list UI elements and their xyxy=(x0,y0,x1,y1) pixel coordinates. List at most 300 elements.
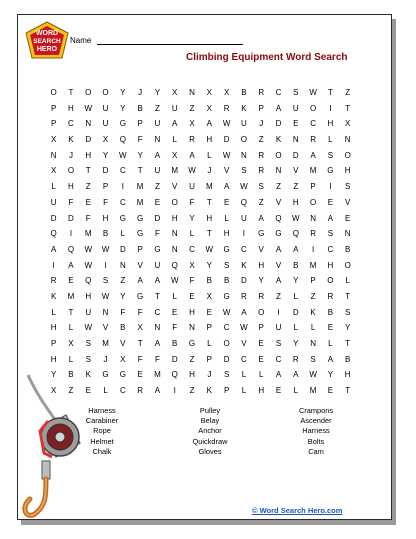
name-label: Name xyxy=(70,36,92,45)
grid-letter: N xyxy=(102,307,109,317)
grid-letter: B xyxy=(223,276,230,286)
grid-letter: X xyxy=(50,386,57,396)
grid-letter: N xyxy=(275,166,282,176)
grid-letter: L xyxy=(172,291,177,301)
grid-letter: B xyxy=(137,103,143,113)
grid-letter: O xyxy=(67,166,75,176)
grid-letter: N xyxy=(154,135,161,145)
grid-letter: L xyxy=(172,135,177,145)
grid-letter: L xyxy=(207,150,212,160)
grid-letter: P xyxy=(206,354,212,364)
word-search-hero-link[interactable]: © Word Search Hero.com xyxy=(252,506,343,515)
grid-letter: E xyxy=(345,213,351,223)
grid-letter: I xyxy=(104,260,107,270)
grid-letter: W xyxy=(84,244,93,254)
grid-letter: Y xyxy=(206,260,212,270)
grid-letter: H xyxy=(85,291,92,301)
grid-letter: L xyxy=(51,307,56,317)
grid-letter: F xyxy=(120,307,126,317)
grid-letter: U xyxy=(154,260,161,270)
grid-letter: Z xyxy=(154,103,160,113)
grid-letter: P xyxy=(310,182,316,192)
grid-letter: X xyxy=(68,339,74,348)
grid-letter: Q xyxy=(171,260,178,270)
grid-letter: A xyxy=(154,339,161,348)
grid-letter: H xyxy=(50,354,57,364)
grid-letter: N xyxy=(292,135,299,145)
word-list-item: Crampons xyxy=(298,406,334,415)
grid-letter: F xyxy=(189,197,195,207)
grid-letter: Z xyxy=(189,354,195,364)
grid-letter: A xyxy=(275,370,282,380)
grid-letter: B xyxy=(172,339,178,348)
grid-letter: B xyxy=(120,323,126,333)
grid-letter: R xyxy=(258,88,265,97)
grid-letter: G xyxy=(137,229,144,239)
grid-letter: P xyxy=(258,323,264,333)
grid-letter: O xyxy=(344,260,351,270)
worksheet-page xyxy=(17,14,392,520)
grid-letter: I xyxy=(121,182,124,192)
grid-letter: T xyxy=(85,166,91,176)
grid-letter: U xyxy=(171,103,178,113)
grid-letter: S xyxy=(327,150,334,160)
grid-letter: D xyxy=(275,119,282,129)
grid-letter: A xyxy=(275,276,282,286)
grid-letter: J xyxy=(259,119,264,129)
name-field[interactable] xyxy=(70,36,243,45)
grid-letter: A xyxy=(275,244,282,254)
grid-letter: F xyxy=(68,197,74,207)
grid-letter: G xyxy=(188,339,196,348)
grid-letter: H xyxy=(189,370,195,380)
letter-grid xyxy=(45,85,356,399)
word-list-item: Gloves xyxy=(198,446,222,456)
grid-letter: S xyxy=(258,182,264,192)
grid-letter: A xyxy=(189,150,195,160)
grid-letter: B xyxy=(345,244,351,254)
grid-letter: V xyxy=(275,197,282,207)
grid-letter: B xyxy=(206,276,212,286)
grid-letter: L xyxy=(345,276,350,286)
grid-letter: V xyxy=(293,166,299,176)
grid-letter: C xyxy=(119,197,126,207)
grid-letter: Q xyxy=(275,213,282,223)
grid-letter: Y xyxy=(120,291,126,301)
grid-letter: V xyxy=(120,339,126,348)
grid-letter: L xyxy=(68,323,74,333)
grid-letter: Q xyxy=(85,276,92,286)
grid-letter: Y xyxy=(120,88,126,97)
grid-letter: N xyxy=(241,150,247,160)
grid-letter: L xyxy=(224,213,229,223)
grid-letter: S xyxy=(310,354,316,364)
grid-letter: W xyxy=(309,88,317,97)
grid-letter: Y xyxy=(258,276,264,286)
grid-letter: A xyxy=(293,244,299,254)
grid-letter: H xyxy=(171,213,178,223)
word-list-item: Belay xyxy=(200,416,220,426)
grid-letter: L xyxy=(103,386,108,396)
grid-letter: W xyxy=(222,150,231,160)
grid-letter: P xyxy=(310,276,316,286)
grid-letter: T xyxy=(345,103,351,113)
grid-letter: A xyxy=(293,370,299,380)
grid-letter: M xyxy=(136,197,144,207)
grid-letter: X xyxy=(345,119,351,129)
grid-letter: C xyxy=(241,354,247,364)
grid-letter: K xyxy=(241,260,247,270)
grid-letter: L xyxy=(241,370,247,380)
grid-letter: R xyxy=(189,135,195,145)
grid-letter: F xyxy=(137,307,143,317)
grid-letter: Y xyxy=(102,150,109,160)
grid-letter: N xyxy=(154,323,161,333)
grid-letter: H xyxy=(327,119,334,129)
grid-letter: D xyxy=(50,213,57,223)
grid-letter: R xyxy=(292,354,299,364)
grid-letter: R xyxy=(223,103,230,113)
word-list-column-3 xyxy=(285,406,347,457)
grid-letter: Z xyxy=(293,182,299,192)
grid-letter: P xyxy=(258,103,264,113)
grid-letter: W xyxy=(188,166,196,176)
grid-letter: M xyxy=(205,182,213,192)
logo-word: WORD xyxy=(35,30,59,37)
grid-letter: O xyxy=(275,150,282,160)
grid-letter: Y xyxy=(293,339,299,348)
grid-letter: T xyxy=(206,197,212,207)
word-list-item: Quickdraw xyxy=(192,436,228,446)
word-list-item: Anchor xyxy=(198,426,222,436)
grid-letter: W xyxy=(222,119,231,129)
grid-letter: L xyxy=(258,370,264,380)
grid-letter: D xyxy=(154,213,161,223)
grid-letter: H xyxy=(102,213,109,223)
grid-letter: M xyxy=(309,166,317,176)
grid-letter: B xyxy=(241,88,247,97)
grid-letter: C xyxy=(68,119,74,129)
grid-letter: L xyxy=(68,354,74,364)
grid-letter: I xyxy=(69,229,73,239)
grid-letter: D xyxy=(223,354,230,364)
grid-letter: O xyxy=(102,88,109,97)
grid-letter: F xyxy=(189,276,195,286)
grid-letter: O xyxy=(171,197,178,207)
grid-letter: C xyxy=(310,119,316,129)
grid-letter: A xyxy=(154,276,161,286)
grid-letter: B xyxy=(102,229,109,239)
grid-letter: T xyxy=(327,88,333,97)
word-list-item: Carabiner xyxy=(85,416,119,426)
grid-letter: A xyxy=(275,103,282,113)
grid-letter: P xyxy=(50,103,57,113)
grid-letter: E xyxy=(327,197,334,207)
grid-letter: H xyxy=(68,103,74,113)
grid-letter: M xyxy=(84,229,92,239)
grid-letter: W xyxy=(101,291,110,301)
grid-letter: A xyxy=(154,150,161,160)
grid-letter: D xyxy=(241,276,247,286)
grid-letter: X xyxy=(172,88,178,97)
grid-letter: U xyxy=(50,197,57,207)
grid-letter: D xyxy=(85,135,92,145)
grid-letter: A xyxy=(258,213,264,223)
grid-letter: O xyxy=(344,150,351,160)
grid-letter: O xyxy=(327,276,334,286)
grid-letter: L xyxy=(120,229,126,239)
grid-letter: K xyxy=(68,135,74,145)
grid-letter: E xyxy=(68,276,74,286)
page-title: Climbing Equipment Word Search xyxy=(186,52,348,63)
grid-letter: Z xyxy=(310,291,316,301)
grid-letter: H xyxy=(189,307,195,317)
grid-letter: D xyxy=(292,307,299,317)
grid-letter: N xyxy=(119,260,126,270)
grid-letter: A xyxy=(327,213,334,223)
grid-letter: L xyxy=(241,386,247,396)
grid-letter: G xyxy=(102,370,109,380)
grid-letter: E xyxy=(172,307,178,317)
grid-letter: I xyxy=(242,229,246,239)
grid-letter: S xyxy=(241,166,247,176)
grid-letter: Y xyxy=(189,213,195,223)
word-list-item: Cam xyxy=(308,446,324,456)
grid-letter: G xyxy=(119,119,126,129)
grid-letter: C xyxy=(241,244,247,254)
grid-letter: S xyxy=(345,307,351,317)
grid-letter: H xyxy=(258,386,265,396)
grid-letter: W xyxy=(84,103,93,113)
word-search-hero-logo xyxy=(24,21,70,61)
grid-letter: X xyxy=(172,150,178,160)
grid-letter: Z xyxy=(68,386,74,396)
grid-letter: T xyxy=(345,291,351,301)
grid-letter: U xyxy=(102,119,109,129)
grid-letter: M xyxy=(136,182,144,192)
word-list-item: Harness xyxy=(88,406,116,415)
grid-letter: S xyxy=(293,88,299,97)
grid-letter: P xyxy=(223,386,230,396)
grid-letter: Q xyxy=(119,135,126,145)
grid-letter: N xyxy=(50,150,57,160)
grid-letter: U xyxy=(241,119,247,129)
grid-letter: D xyxy=(68,213,74,223)
grid-letter: L xyxy=(189,229,195,239)
grid-letter: M xyxy=(309,386,317,396)
grid-letter: X xyxy=(206,291,212,301)
grid-letter: J xyxy=(207,370,212,380)
grid-letter: C xyxy=(189,244,195,254)
grid-letter: B xyxy=(327,307,334,317)
grid-letter: O xyxy=(309,103,317,113)
grid-letter: X xyxy=(206,103,212,113)
word-list-item: Harness xyxy=(302,426,330,436)
grid-letter: A xyxy=(154,386,161,396)
grid-letter: E xyxy=(293,119,299,129)
grid-letter: G xyxy=(258,229,265,239)
grid-letter: V xyxy=(137,260,143,270)
grid-letter: G xyxy=(119,370,126,380)
grid-letter: U xyxy=(189,182,195,192)
grid-letter: Z xyxy=(189,103,195,113)
grid-letter: N xyxy=(171,229,178,239)
grid-letter: E xyxy=(275,386,282,396)
grid-letter: T xyxy=(154,291,160,301)
grid-letter: S xyxy=(345,182,351,192)
grid-letter: D xyxy=(102,166,109,176)
grid-letter: Z xyxy=(154,182,160,192)
grid-letter: T xyxy=(206,229,212,239)
grid-letter: E xyxy=(258,339,264,348)
grid-letter: P xyxy=(137,244,143,254)
grid-letter: G xyxy=(223,244,230,254)
grid-letter: D xyxy=(223,135,230,145)
grid-letter: W xyxy=(309,370,317,380)
grid-letter: K xyxy=(275,135,282,145)
grid-letter: Z xyxy=(258,197,264,207)
grid-letter: X xyxy=(189,260,195,270)
grid-letter: S xyxy=(223,260,230,270)
grid-letter: L xyxy=(51,182,56,192)
grid-letter: J xyxy=(207,166,212,176)
grid-letter: T xyxy=(345,386,351,396)
grid-letter: T xyxy=(68,88,74,97)
grid-letter: D xyxy=(171,354,178,364)
name-blank-line[interactable] xyxy=(97,36,243,45)
grid-letter: E xyxy=(137,370,143,380)
grid-letter: F xyxy=(137,354,143,364)
grid-letter: H xyxy=(344,370,351,380)
grid-letter: E xyxy=(189,291,195,301)
grid-letter: V xyxy=(241,339,247,348)
grid-letter: G xyxy=(119,213,126,223)
grid-letter: J xyxy=(103,354,108,364)
grid-letter: V xyxy=(345,197,351,207)
grid-letter: S xyxy=(102,276,109,286)
grid-letter: C xyxy=(154,307,161,317)
grid-letter: W xyxy=(170,276,179,286)
grid-letter: Y xyxy=(327,370,334,380)
grid-letter: M xyxy=(309,260,317,270)
grid-letter: P xyxy=(206,323,212,333)
grid-letter: B xyxy=(68,370,74,380)
grid-letter: K xyxy=(241,103,247,113)
grid-letter: S xyxy=(223,370,230,380)
grid-letter: I xyxy=(52,260,55,270)
grid-letter: J xyxy=(138,88,143,97)
grid-letter: Z xyxy=(345,88,351,97)
grid-letter: Q xyxy=(240,197,248,207)
grid-letter: P xyxy=(102,182,109,192)
grid-letter: W xyxy=(101,244,110,254)
grid-letter: L xyxy=(293,291,299,301)
grid-letter: W xyxy=(292,213,300,223)
grid-letter: O xyxy=(309,197,317,207)
grid-letter: E xyxy=(154,197,161,207)
grid-letter: A xyxy=(137,276,143,286)
grid-letter: G xyxy=(327,166,334,176)
grid-letter: W xyxy=(222,307,231,317)
grid-letter: T xyxy=(345,339,351,348)
grid-letter: S xyxy=(275,339,282,348)
grid-letter: W xyxy=(240,323,248,333)
grid-letter: Y xyxy=(137,150,143,160)
grid-letter: R xyxy=(310,229,316,239)
grid-letter: V xyxy=(172,182,178,192)
grid-letter: W xyxy=(84,323,93,333)
grid-letter: E xyxy=(85,386,91,396)
grid-letter: Z xyxy=(120,276,126,286)
grid-letter: U xyxy=(275,323,282,333)
grid-letter: F xyxy=(154,229,160,239)
grid-letter: R xyxy=(50,276,57,286)
grid-letter: U xyxy=(292,103,299,113)
grid-letter: G xyxy=(137,291,144,301)
grid-letter: E xyxy=(258,354,264,364)
grid-letter: S xyxy=(85,354,91,364)
grid-letter: X xyxy=(50,166,57,176)
grid-letter: F xyxy=(154,354,160,364)
grid-letter: L xyxy=(207,339,212,348)
grid-letter: R xyxy=(310,135,316,145)
grid-letter: N xyxy=(189,88,195,97)
word-list-item: Bolts xyxy=(307,436,325,446)
grid-letter: U xyxy=(154,166,161,176)
grid-letter: G xyxy=(137,213,144,223)
grid-letter: T xyxy=(137,339,143,348)
grid-letter: R xyxy=(327,291,334,301)
grid-letter: V xyxy=(258,244,264,254)
grid-letter: A xyxy=(241,307,247,317)
grid-letter: Z xyxy=(85,182,91,192)
grid-letter: C xyxy=(119,166,126,176)
grid-letter: S xyxy=(327,229,334,239)
grid-letter: D xyxy=(292,150,299,160)
grid-letter: R xyxy=(258,166,265,176)
grid-letter: R xyxy=(258,150,265,160)
grid-letter: E xyxy=(223,197,230,207)
grid-letter: E xyxy=(206,307,212,317)
grid-letter: U xyxy=(102,103,109,113)
grid-letter: A xyxy=(50,244,57,254)
grid-letter: I xyxy=(173,386,176,396)
grid-letter: H xyxy=(344,166,351,176)
grid-letter: K xyxy=(85,370,91,380)
grid-letter: B xyxy=(345,354,351,364)
grid-letter: P xyxy=(137,119,143,129)
grid-letter: C xyxy=(275,354,282,364)
grid-letter: O xyxy=(50,88,57,97)
grid-letter: Z xyxy=(189,386,195,396)
grid-letter: V xyxy=(102,323,109,333)
grid-letter: C xyxy=(327,244,334,254)
grid-letter: N xyxy=(310,213,316,223)
grid-letter: N xyxy=(344,229,351,239)
grid-letter: F xyxy=(137,135,143,145)
grid-letter: W xyxy=(119,150,127,160)
grid-letter: E xyxy=(327,386,334,396)
grid-letter: X xyxy=(50,135,57,145)
grid-letter: N xyxy=(189,323,195,333)
grid-letter: E xyxy=(85,197,91,207)
grid-letter: G xyxy=(275,229,282,239)
grid-letter: Y xyxy=(293,276,299,286)
grid-letter: Y xyxy=(154,88,161,97)
grid-letter: I xyxy=(329,103,332,113)
grid-letter: L xyxy=(293,323,299,333)
grid-letter: D xyxy=(119,244,126,254)
